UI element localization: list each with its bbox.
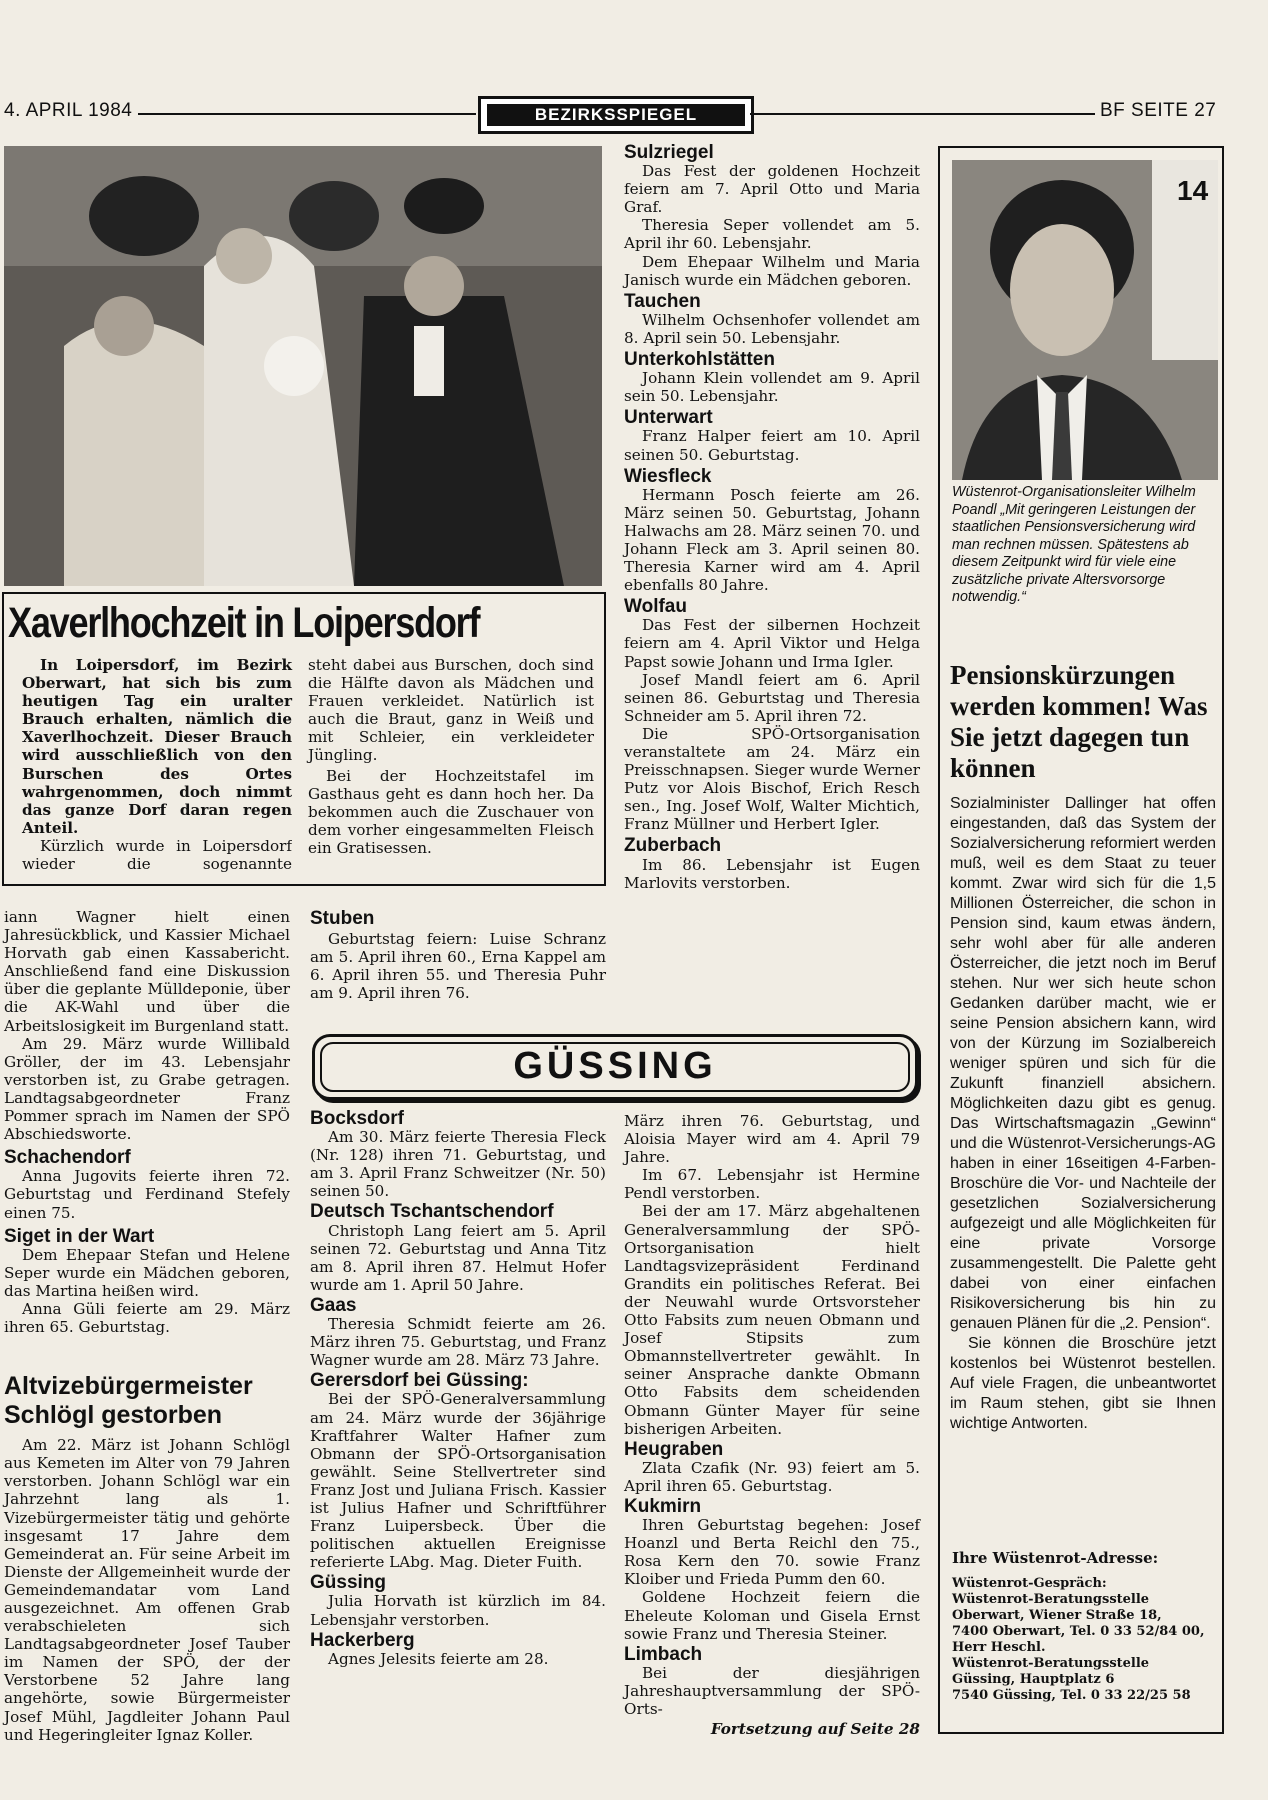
bocks-text: Am 30. März feierte Theresia Fleck (Nr. 128) ihren 71. Geburtstag, und am 3. April Franz Schweitzer (Nr. 50) seinen 50. (310, 1128, 606, 1201)
left-p2: Am 29. März wurde Willibald Gröller, der im 43. Lebensjahr verstorben ist, zu Grabe getragen. Landtagsabgeordneter Franz Pommer sprach im Namen der SPÖ Abschiedsworte. (4, 1034, 290, 1144)
lead-body-1-cont: steht dabei aus Burschen, doch sind die Hälfte davon als Mädchen und Frauen verkleidet. Natürlich ist auch die Braut, ganz in Weiß und mit Schleier, ein verkleideter Jüngling. (308, 656, 594, 765)
guessing-banner (312, 1034, 918, 1100)
heading-siget: Siget in der Wart (4, 1225, 155, 1247)
heading-unterwart: Unterwart (624, 407, 713, 429)
heading-deutsch-tschantschendorf: Deutsch Tschantschendorf (310, 1201, 554, 1223)
left-column (4, 908, 290, 1744)
portrait-photo (952, 160, 1218, 480)
hacker-text: Agnes Jelesits feierte am 28. (328, 1649, 549, 1668)
heading-zuberbach: Zuberbach (624, 835, 722, 857)
svg-text:14: 14 (1177, 175, 1209, 206)
heu-text: Zlata Czafik (Nr. 93) feiert am 5. April ihren 65. Geburtstag. (624, 1458, 920, 1495)
wolfau-1: Das Fest der silbernen Hochzeit feiern am 4. April Viktor und Helga Papst sowie Johann und Irma Igler. (624, 616, 920, 671)
heading-gaas: Gaas (310, 1294, 357, 1316)
guess-text: Julia Horvath ist kürzlich im 84. Lebensjahr verstorben. (310, 1592, 606, 1629)
gr-p3: Bei der am 17. März abgehaltenen Generalversammlung der SPÖ-Ortsorganisation hielt Landtagsvizepräsident Ferdinand Grandits ein politisches Referat. Bei der Neuwahl wurde Ortsvorsteher Otto Fabsits zum neuen Obmann und Josef Stipsits zum Obmannstellvertreter gewählt. In seiner Ansprache dankte Obmann Otto Fabsits dem scheidenden Obmann Günter Mayer für seine bisherigen Arbeiten. (624, 1202, 920, 1438)
heading-stuben: Stuben (310, 908, 375, 929)
ad-headline: Pensionskürzungen werden kommen! Was Sie jetzt dagegen tun können (950, 660, 1208, 783)
guessing-left-column (310, 1110, 606, 1668)
kuk-1: Ihren Geburtstag begehen: Josef Hoanzl und Berta Reichl den 75., Rosa Kern den 70. sowie Franz Kloiber und Frieda Pumm den 60. (624, 1516, 920, 1589)
lead-intro: In Loipersdorf, im Bezirk Oberwart, hat sich bis zum heutigen Tag ein uralter Brauch erhalten, nämlich die Xaverlhochzeit. Dieser Brauch wird ausschließlich von den Burschen des Ortes wahrgenommen, doch nimmt das ganze Dorf daran regen Anteil. (22, 656, 292, 837)
lead-headline: Xaverlhochzeit in Loipersdorf (8, 599, 480, 647)
heading-schachendorf: Schachendorf (4, 1147, 131, 1169)
header-rule-left (138, 113, 476, 115)
tauchen-text: Wilhelm Ochsenhofer vollendet am 8. April sein 50. Lebensjahr. (624, 310, 920, 347)
ad-address (952, 1550, 1216, 1704)
address-line-5: Herr Heschl. (952, 1640, 1046, 1655)
section-title: BEZIRKSSPIEGEL (487, 104, 745, 126)
address-line-3: Oberwart, Wiener Straße 18, (952, 1608, 1162, 1623)
heading-limbach: Limbach (624, 1643, 703, 1665)
schachendorf-text: Anna Jugovits feierte ihren 72. Geburtstag und Ferdinand Stefely einen 75. (4, 1167, 290, 1222)
portrait-image (952, 160, 1218, 480)
heading-tauchen: Tauchen (624, 290, 701, 312)
page-number: BF SEITE 27 (1100, 100, 1217, 121)
heading-altvize: Altvizebürgermeister Schlögl gestorben (4, 1372, 253, 1430)
wolfau-3: Die SPÖ-Ortsorganisation veranstaltete am 24. März ein Preisschnapsen. Sieger wurde Werner Putz vor Alois Bischof, Erich Resch sen., Ing. Josef Wolf, Walter Michtich, Franz Müllner und Herbert Igler. (624, 724, 920, 834)
siget-text-1: Dem Ehepaar Stefan und Helene Seper wurde ein Mädchen geboren, das Martina heißen wird. (4, 1245, 290, 1300)
heading-hackerberg: Hackerberg (310, 1629, 415, 1651)
wedding-photo (4, 146, 602, 586)
heading-unterkohlstaetten: Unterkohlstätten (624, 349, 775, 371)
wies-text: Hermann Posch feierte am 26. März seinen 50. Geburtstag, Johann Halwachs am 28. März seinen 70. und Johann Fleck am 3. April seinen 80. Theresia Karner wird am 4. April ebenfalls 80 Jahre. (624, 485, 920, 595)
lim-text: Bei der diesjährigen Jahreshauptversammlung der SPÖ-Orts- (624, 1663, 920, 1718)
sulz-2: Theresia Seper vollendet am 5. April ihr 60. Lebensjahr. (624, 216, 920, 253)
zuber-text: Im 86. Lebensjahr ist Eugen Marlovits verstorben. (624, 855, 920, 892)
ad-body-text-2: Sie können die Broschüre jetzt kostenlos bei Wüstenrot bestellen. Auf viele Fragen, die unbeantwortet im Raum stehen, gibt sie Ihnen wichtige Antworten. (950, 1335, 1216, 1432)
address-line-1: Wüstenrot-Gespräch: (952, 1576, 1107, 1591)
lead-col-1 (22, 656, 292, 873)
address-line-7: Güssing, Hauptplatz 6 (952, 1672, 1115, 1687)
gr-p2: Im 67. Lebensjahr ist Hermine Pendl verstorben. (624, 1166, 920, 1203)
address-line-8: 7540 Güssing, Tel. 0 33 22/25 58 (952, 1688, 1191, 1703)
address-title: Ihre Wüstenrot-Adresse: (952, 1549, 1159, 1567)
header-rule-right (750, 113, 1095, 115)
dt-text: Christoph Lang feiert am 5. April seinen 72. Geburtstag und Anna Titz am 8. April ihren 87. Helmut Hofer wurde am 1. April 50 Jahre. (310, 1221, 606, 1294)
section-brand (478, 96, 754, 134)
right-top-column (624, 144, 920, 892)
stuben-block (310, 910, 606, 1002)
address-line-2: Wüstenrot-Beratungsstelle (952, 1592, 1150, 1607)
address-line-4: 7400 Oberwart, Tel. 0 33 52/84 00, (952, 1624, 1205, 1639)
unterk-text: Johann Klein vollendet am 9. April sein 50. Lebensjahr. (624, 369, 920, 406)
heading-bocksdorf: Bocksdorf (310, 1108, 404, 1129)
altvize-text: Am 22. März ist Johann Schlögl aus Kemeten im Alter von 79 Jahren verstorben. Johann Schlögl war ein Jahrzehnt lang als 1. Vizebürgermeister tätig und gehörte insgesamt 17 Jahre dem Gemeinderat an. Für seine Arbeit im Dienste der Allgemeinheit wurde der Gemeindemandatar vom Land ausgezeichnet. Am offenen Grab verabschieleten sich Landtagsabgeordneter Josef Tauber im Namen der SPÖ, der der Verstorbene 52 Jahre lang angehörte, sowie Bürgermeister Josef Mühl, Jagdleiter Johann Paul und Hegeringleiter Ignaz Koller. (4, 1436, 290, 1744)
geres-text: Bei der SPÖ-Generalversammlung am 24. März wurde der 36jährige Kraftfahrer Walter Hafner zum Obmann der SPÖ-Ortsorganisation gewählt. Seine Stellvertreter sind Franz Jost und Juliana Frisch. Kassier ist Julius Hafner und Schriftführer Franz Luipersbeck. Über die politischen aktuellen Ereignisse referierte LAbg. Mag. Dieter Fuith. (310, 1390, 606, 1572)
guessing-title: GÜSSING (513, 1045, 717, 1087)
ad-body-text: Sozialminister Dallinger hat offen eingestanden, daß das System der Sozialversicherung reformiert werden muß, weil es dem Staat zu teuer kommt. Zwar wird sich für die 1,5 Millionen Österreicher, die schon in Pension sind, kaum etwas ändern, sehr wohl aber für alle anderen Österreicher, die jetzt noch im Beruf stehen. Nur wer sich heute schon Gedanken darüber macht, wie er seine Pension absichern kann, wird von der Kürzung im Sozialbereich weniger spüren und sich für die Zukunft finanziell absichern. Möglichkeiten dazu gibt es genug. Das Wirtschaftsmagazin „Gewinn“ und die Wüstenrot-Versicherungs-AG haben in einer 16seitigen 4-Farben-Broschüre die Vor- und Nachteile der gesetzlichen Sozialversicherung aufgezeigt und alle Möglichkeiten für eine private Vorsorge zusammengestellt. Die Palette geht dabei von einer einfachen Risikoversicherung bis hin zu genauen Plänen für die „2. Pension“. (950, 795, 1216, 1332)
wolfau-2: Josef Mandl feiert am 6. April seinen 86. Geburtstag und Theresia Schneider am 5. April ihren 72. (624, 670, 920, 725)
address-line-6: Wüstenrot-Beratungsstelle (952, 1656, 1150, 1671)
heading-wiesfleck: Wiesfleck (624, 465, 712, 487)
issue-date: 4. APRIL 1984 (4, 100, 133, 121)
heading-heugraben: Heugraben (624, 1438, 724, 1460)
heading-kukmirn: Kukmirn (624, 1495, 702, 1517)
lead-col-2 (308, 656, 594, 857)
guessing-right-column (624, 1112, 920, 1738)
gaas-text: Theresia Schmidt feierte am 26. März ihren 75. Geburtstag, und Franz Wagner wurde am 28. März 73 Jahre. (310, 1315, 606, 1370)
unterw-text: Franz Halper feiert am 10. April seinen 50. Geburtstag. (624, 427, 920, 464)
wedding-photo-image (4, 146, 602, 586)
heading-sulzriegel: Sulzriegel (624, 142, 714, 163)
sulz-1: Das Fest der goldenen Hochzeit feiern am 7. April Otto und Maria Graf. (624, 162, 920, 217)
ad-body (950, 794, 1216, 1434)
portrait-caption: Wüstenrot-Organisationsleiter Wilhelm Poandl „Mit geringeren Leistungen der staatlichen Pensionsversicherung wird man rechnen müssen. Spätestens ab diesem Zeitpunkt wird für viele eine zusätzliche private Altersvorsorge notwendig.“ (952, 484, 1196, 605)
heading-gerersdorf: Gerersdorf bei Güssing: (310, 1370, 529, 1392)
gr-p1: März ihren 76. Geburtstag, und Aloisia Mayer wird am 4. April 79 Jahre. (624, 1112, 920, 1167)
lead-body-2: Bei der Hochzeitstafel im Gasthaus geht es dann hoch her. Da bekommen auch die Zuschauer von dem vorher eingesammelten Fleisch ein Gratisessen. (308, 766, 594, 857)
sulz-3: Dem Ehepaar Wilhelm und Maria Janisch wurde ein Mädchen geboren. (624, 252, 920, 289)
heading-wolfau: Wolfau (624, 596, 687, 618)
stuben-text: Geburtstag feiern: Luise Schranz am 5. April ihren 60., Erna Kappel am 6. April ihren 55. und Theresia Puhr am 9. April ihren 76. (310, 930, 606, 1003)
left-p1: iann Wagner hielt einen Jahresückblick, und Kassier Michael Horvath gab einen Kassabericht. Anschließend fand eine Diskussion über die geplante Mülldeponie, über die AK-Wahl und über die Arbeitslosigkeit im Burgenland statt. (4, 908, 290, 1035)
kuk-2: Goldene Hochzeit feiern die Eheleute Koloman und Gisela Ernst sowie Franz und Theresia Steiner. (624, 1588, 920, 1643)
continuation-note: Fortsetzung auf Seite 28 (710, 1720, 920, 1739)
lead-body-1: Kürzlich wurde in Loipersdorf wieder die sogenannte (22, 836, 292, 873)
siget-text-2: Anna Güli feierte am 29. März ihren 65. Geburtstag. (4, 1299, 290, 1337)
heading-guessing: Güssing (310, 1572, 387, 1594)
